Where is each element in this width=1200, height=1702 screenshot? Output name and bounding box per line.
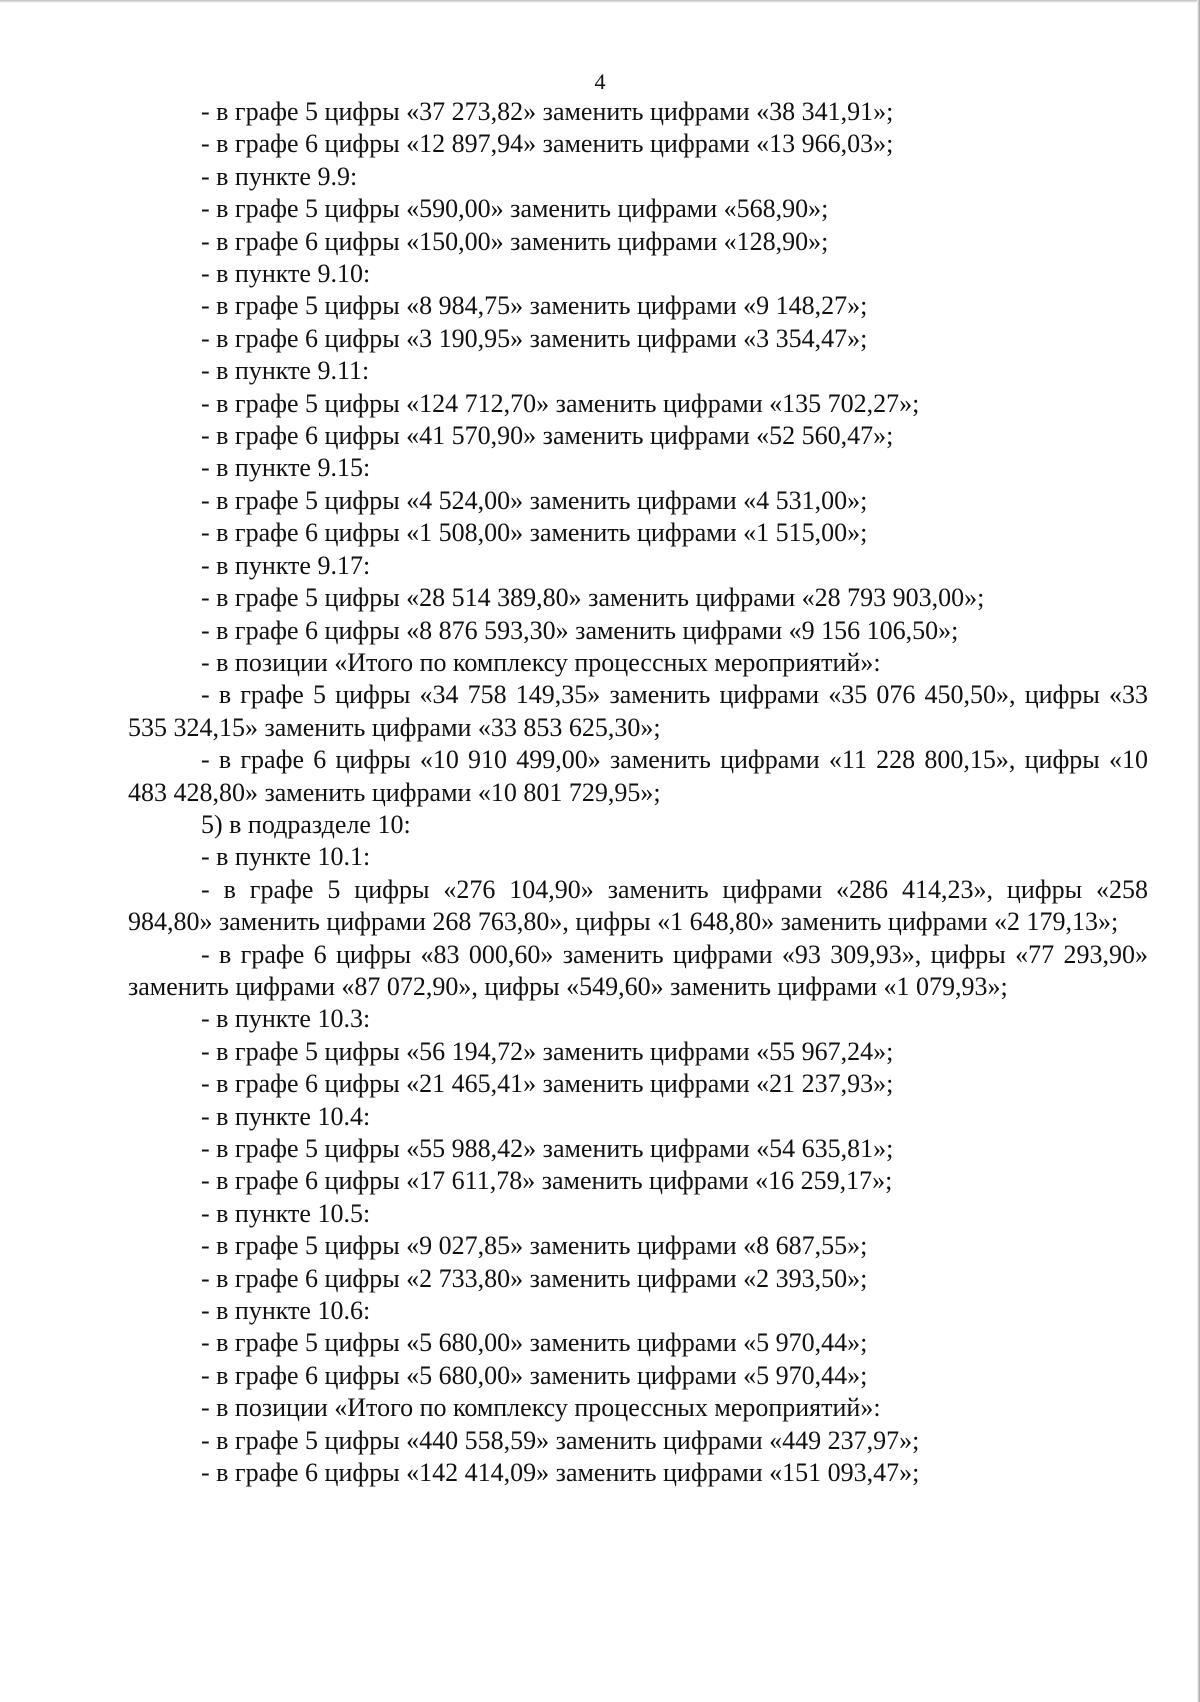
text-paragraph: - в графе 6 цифры «10 910 499,00» заменить цифрами «11 228 800,15», цифры «10 483 428,80» заменить цифрами «10 801 729,95»; [128,745,1148,807]
text-paragraph: - в графе 5 цифры «276 104,90» заменить цифрами «286 414,23», цифры «258 984,80» заменить цифрами 268 763,80», цифры «1 648,80» заменить цифрами «2 179,13»; [128,874,1148,937]
scan-edge-top [0,0,1200,3]
text-line: - в пункте 9.15: [201,453,371,483]
text-line: - в графе 6 цифры «12 897,94» заменить цифрами «13 966,03»; [201,129,894,159]
text-line: - в графе 6 цифры «3 190,95» заменить цифрами «3 354,47»; [201,323,868,353]
text-line: - в пункте 10.4: [201,1101,371,1131]
text-line: - в графе 6 цифры «1 508,00» заменить цифрами «1 515,00»; [201,518,868,548]
text-line: - в пункте 10.1: [201,842,371,872]
text-line: - в графе 5 цифры «4 524,00» заменить цифрами «4 531,00»; [201,485,868,515]
text-line: - в графе 6 цифры «41 570,90» заменить цифрами «52 560,47»; [201,421,894,451]
text-paragraph: - в графе 5 цифры «34 758 149,35» заменить цифрами «35 076 450,50», цифры «33 535 324,15» заменить цифрами «33 853 625,30»; [128,680,1148,742]
text-line: - в графе 6 цифры «142 414,09» заменить цифрами «151 093,47»; [201,1458,920,1488]
text-line: - в позиции «Итого по комплексу процессных мероприятий»: [201,1393,881,1423]
text-line: - в графе 5 цифры «124 712,70» заменить цифрами «135 702,27»; [201,388,920,418]
text-paragraph: - в графе 6 цифры «83 000,60» заменить цифрами «93 309,93», цифры «77 293,90» заменить цифрами «87 072,90», цифры «549,60» заменить цифрами «1 079,93»; [128,939,1148,1001]
text-line: - в графе 5 цифры «8 984,75» заменить цифрами «9 148,27»; [201,291,868,321]
text-line: - в графе 5 цифры «590,00» заменить цифрами «568,90»; [201,194,829,224]
text-line: - в графе 6 цифры «150,00» заменить цифрами «128,90»; [201,226,829,256]
text-line: 5) в подразделе 10: [201,809,411,839]
text-line: - в графе 5 цифры «5 680,00» заменить цифрами «5 970,44»; [201,1328,868,1358]
text-line: - в пункте 9.10: [201,259,371,289]
text-line: - в графе 6 цифры «17 611,78» заменить цифрами «16 259,17»; [201,1166,893,1196]
text-line: - в пункте 10.3: [201,1004,371,1034]
text-line: - в графе 6 цифры «8 876 593,30» заменить цифрами «9 156 106,50»; [201,615,959,645]
text-line: - в графе 5 цифры «37 273,82» заменить цифрами «38 341,91»; [201,97,894,126]
document-body [128,96,1148,1489]
text-line: - в пункте 10.5: [201,1198,371,1228]
text-line: - в графе 6 цифры «21 465,41» заменить цифрами «21 237,93»; [201,1069,894,1099]
text-line: - в пункте 9.17: [201,550,371,580]
text-line: - в графе 5 цифры «55 988,42» заменить цифрами «54 635,81»; [201,1134,894,1163]
text-line: - в графе 5 цифры «56 194,72» заменить цифрами «55 967,24»; [201,1036,894,1066]
text-line: - в позиции «Итого по комплексу процессных мероприятий»: [201,647,881,677]
page-number: 4 [594,69,606,94]
text-line: - в пункте 9.11: [201,356,370,386]
text-line: - в пункте 10.6: [201,1296,371,1326]
text-line: - в графе 5 цифры «9 027,85» заменить цифрами «8 687,55»; [201,1231,868,1261]
text-line: - в графе 5 цифры «28 514 389,80» заменить цифрами «28 793 903,00»; [201,583,985,613]
text-line: - в пункте 9.9: [201,161,358,191]
text-line: - в графе 5 цифры «440 558,59» заменить цифрами «449 237,97»; [201,1425,920,1455]
text-line: - в графе 6 цифры «2 733,80» заменить цифрами «2 393,50»; [201,1263,868,1293]
text-line: - в графе 6 цифры «5 680,00» заменить цифрами «5 970,44»; [201,1360,868,1390]
